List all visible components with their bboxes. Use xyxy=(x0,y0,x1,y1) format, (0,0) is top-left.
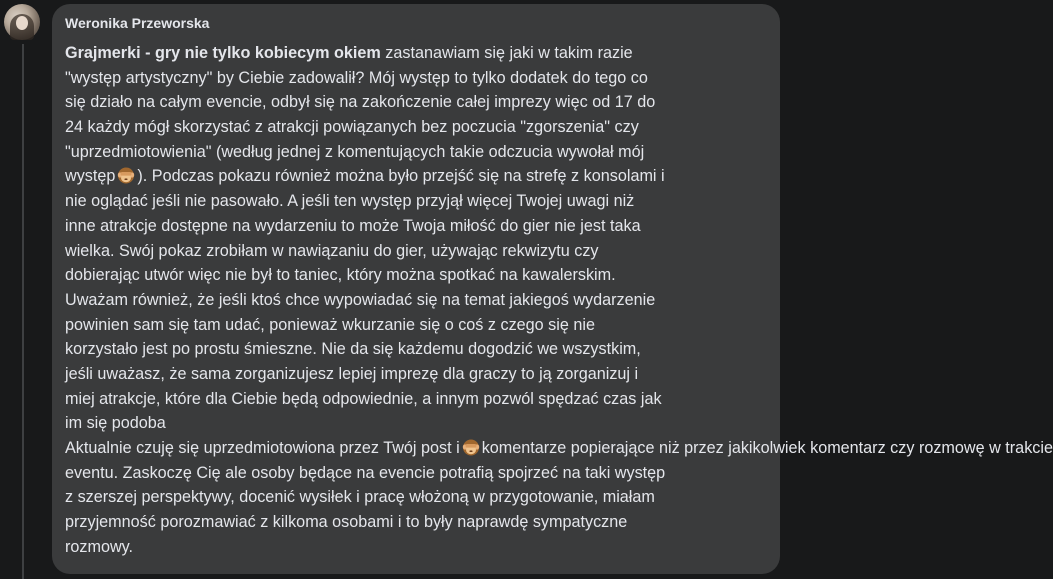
comment-line: "uprzedmiotowienia" (według jednej z komentujących takie odczucia wywołał mój xyxy=(65,142,645,161)
comment-body xyxy=(65,41,1053,559)
comment-line: nie oglądać jeśli nie pasowało. A jeśli ten występ przyjął więcej Twojej uwagi niż xyxy=(65,192,635,211)
comment-line: rozmowy. xyxy=(65,537,134,556)
comment-line: powinien sam się tam udać, ponieważ wkurzanie się o coś z czego się nie xyxy=(65,315,595,334)
comment-line: eventu. Zaskoczę Cię ale osoby będące na evencie potrafią spojrzeć na taki występ xyxy=(65,463,666,482)
comment-line: wielka. Swój pokaz zrobiłam w nawiązaniu do gier, używając rekwizytu czy xyxy=(65,241,599,260)
comment-text: Aktualnie czuję się uprzedmiotowiona przez Twój post i xyxy=(65,439,460,457)
comment-line: z szerszej perspektywy, docenić wysiłek i pracę włożoną w przygotowanie, miałam xyxy=(65,488,655,507)
comment-bubble xyxy=(52,4,1053,574)
thread-line xyxy=(22,44,24,579)
avatar-face xyxy=(16,16,28,30)
comment-line xyxy=(65,164,766,189)
group-tag-link[interactable]: Grajmerki - gry nie tylko kobiecym okiem xyxy=(65,44,381,62)
comment-line: się działo na całym evencie, odbył się na zakończenie całej imprezy więc od 17 do xyxy=(65,93,656,112)
see-no-evil-monkey-icon xyxy=(462,438,480,456)
comment-line: jeśli uważasz, że sama zorganizujesz lepiej imprezę dla graczy to ją zorganizuj i xyxy=(65,364,639,383)
comment-text: komentarze popierające niż przez jakikolwiek komentarz czy rozmowę w trakcie xyxy=(481,439,1053,457)
comment-text: występ xyxy=(65,167,116,186)
comment-line xyxy=(65,436,1053,461)
comment-line: dobierając utwór więc nie był to taniec, który można spotkać na kawalerskim. xyxy=(65,266,616,285)
comment-line: Uważam również, że jeśli ktoś chce wypowiadać się na temat jakiegoś wydarzenie xyxy=(65,290,656,309)
see-no-evil-monkey-icon xyxy=(117,166,135,184)
comment-line: miej atrakcje, które dla Ciebie będą odpowiednie, a innym pozwól spędzać czas jak xyxy=(65,389,662,408)
comment-text: zastanawiam się jaki w takim razie xyxy=(380,44,633,62)
comment-line xyxy=(65,41,766,66)
comment-line: 24 każdy mógł skorzystać z atrakcji powiązanych bez poczucia "zgorszenia" czy xyxy=(65,118,639,137)
comment-line: przyjemność porozmawiać z kilkoma osobami i to były naprawdę sympatyczne xyxy=(65,513,628,532)
comment-line: "występ artystyczny" by Ciebie zadowalił? Mój występ to tylko dodatek do tego co xyxy=(65,68,648,87)
comment-author[interactable]: Weronika Przeworska xyxy=(65,15,210,31)
comment-text: ). Podczas pokazu również można było przejść się na strefę z konsolami i xyxy=(137,167,665,186)
comment-line: im się podoba xyxy=(65,414,166,433)
comment-line: korzystało jest po prostu śmieszne. Nie da się każdemu dogodzić we wszystkim, xyxy=(65,340,641,359)
comment-line: inne atrakcje dostępne na wydarzeniu to może Twoja miłość do gier nie jest taka xyxy=(65,216,641,235)
avatar[interactable] xyxy=(4,4,40,40)
